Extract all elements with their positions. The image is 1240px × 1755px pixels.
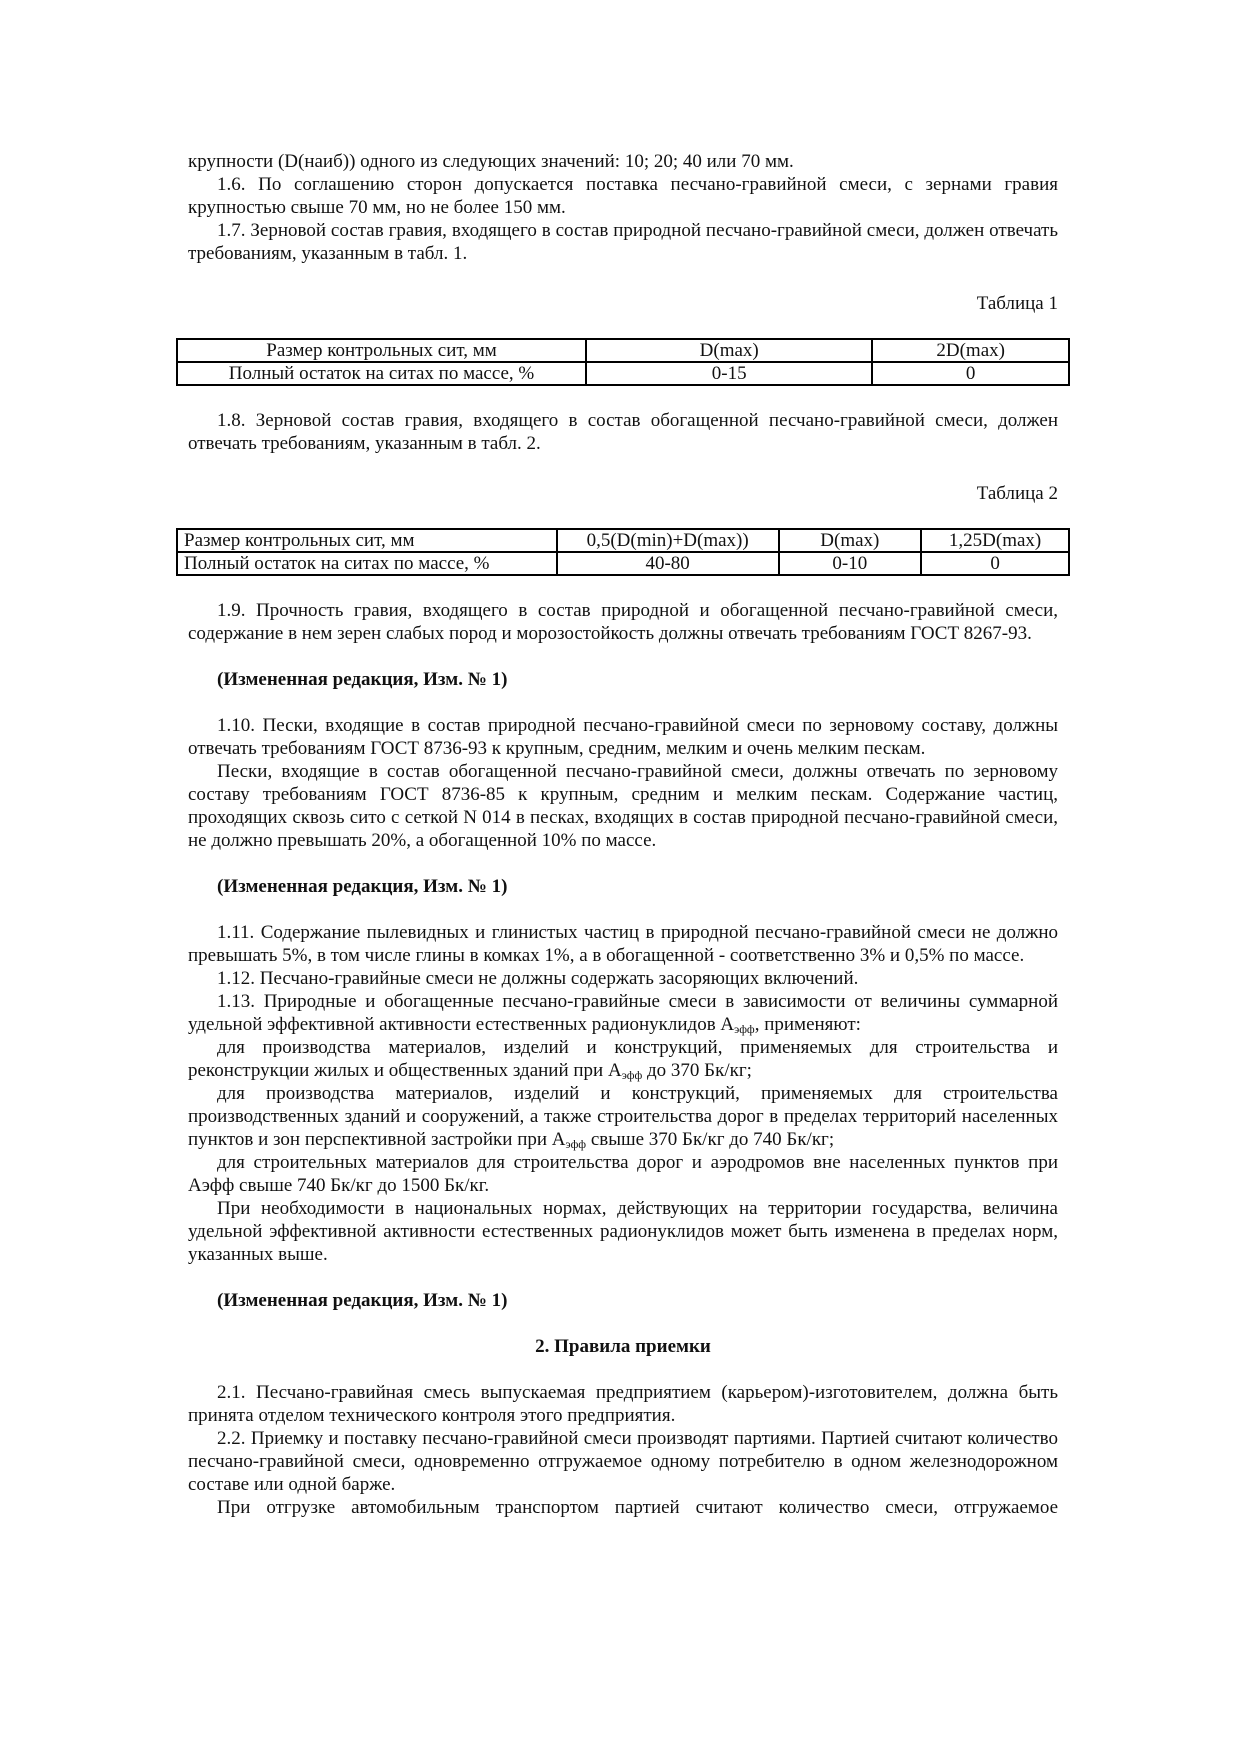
text-run: до 370 Бк/кг; (642, 1060, 752, 1081)
list-item-residential (188, 1036, 1058, 1082)
table2 (176, 528, 1070, 576)
table-cell: Размер контрольных сит, мм (177, 529, 557, 552)
text-run: свыше 370 Бк/кг до 740 Бк/кг; (586, 1129, 835, 1150)
table-cell: 2D(max) (872, 339, 1069, 362)
paragraph-1-10: 1.10. Пески, входящие в состав природной песчано-гравийной смеси по зерновому составу, должны отвечать требованиям ГОСТ 8736-93 к крупным, средним, мелким и очень мелким пескам. (188, 715, 1058, 759)
subscript-eff: эфф (621, 1068, 643, 1082)
document-page (184, 150, 1058, 1519)
amendment-note: (Измененная редакция, Изм. № 1) (217, 1290, 508, 1311)
paragraph-1-7: 1.7. Зерновой состав гравия, входящего в состав природной песчано-гравийной смеси, должен отвечать требованиям, указанным в табл. 1. (188, 220, 1058, 264)
paragraph-2-1: 2.1. Песчано-гравийная смесь выпускаемая предприятием (карьером)-изготовителем, должна быть принята отделом технического контроля этого предприятия. (188, 1382, 1058, 1426)
table-cell: Полный остаток на ситах по массе, % (177, 552, 557, 575)
table-cell: 0 (921, 552, 1069, 575)
table-cell: Полный остаток на ситах по массе, % (177, 362, 586, 385)
paragraph-1-10-sands: Пески, входящие в состав обогащенной песчано-гравийной смеси, должны отвечать по зерновому составу требованиям ГОСТ 8736-85 к крупным, средним и мелким пескам. Содержание частиц, проходящих сквозь сито с сеткой N 014 в песках, входящих в состав природной песчано-гравийной смеси, не должно превышать 20%, а обогащенной 10% по массе. (188, 761, 1058, 851)
table2-caption: Таблица 2 (976, 483, 1058, 504)
table-cell: 0,5(D(min)+D(max)) (557, 529, 779, 552)
table-row (177, 529, 1069, 552)
list-item-industrial (188, 1082, 1058, 1151)
paragraph-1-8: 1.8. Зерновой состав гравия, входящего в состав обогащенной песчано-гравийной смеси, должен отвечать требованиям, указанным в табл. 2. (188, 410, 1058, 454)
table1-wrapper (188, 338, 1058, 386)
table-cell: 40-80 (557, 552, 779, 575)
paragraph-1-13 (188, 990, 1058, 1036)
list-item-roads: для строительных материалов для строительства дорог и аэродромов вне населенных пунктов при Аэфф свыше 740 Бк/кг до 1500 Бк/кг. (188, 1152, 1058, 1196)
paragraph-national-norms: При необходимости в национальных нормах, действующих на территории государства, величина удельной эффективной активности естественных радионуклидов может быть изменена в пределах норм, указанных выше. (188, 1198, 1058, 1265)
subscript-eff: эфф (734, 1022, 755, 1036)
paragraph-1-6: 1.6. По соглашению сторон допускается поставка песчано-гравийной смеси, с зернами гравия крупностью свыше 70 мм, но не более 150 мм. (188, 174, 1058, 218)
table-cell: 0-15 (586, 362, 872, 385)
table-cell: D(max) (779, 529, 922, 552)
table-cell: D(max) (586, 339, 872, 362)
table-row (177, 339, 1069, 362)
paragraph-2-2: 2.2. Приемку и поставку песчано-гравийной смеси производят партиями. Партией считают количество песчано-гравийной смеси, одновременно отгружаемое одному потребителю в одном железнодорожном составе или одной барже. (188, 1428, 1058, 1495)
text-run: для производства материалов, изделий и конструкций, применяемых для строительства и реконструкции жилых и общественных зданий при A (188, 1037, 1058, 1081)
paragraph-1-11: 1.11. Содержание пылевидных и глинистых частиц в природной песчано-гравийной смеси не должно превышать 5%, в том числе глины в комках 1%, а в обогащенной - соответственно 3% и 0,5% по массе. (188, 922, 1058, 966)
section-2-title: 2. Правила приемки (535, 1336, 711, 1357)
paragraph-1-12: 1.12. Песчано-гравийные смеси не должны содержать засоряющих включений. (217, 968, 859, 989)
table-row (177, 552, 1069, 575)
text-run: для производства материалов, изделий и конструкций, применяемых для строительства производственных зданий и сооружений, а также строительства дорог в пределах территорий населенных пунктов и зон перспективной застройки при A (188, 1083, 1058, 1150)
amendment-note: (Измененная редакция, Изм. № 1) (217, 669, 508, 690)
subscript-eff: эфф (565, 1137, 587, 1151)
table2-wrapper (184, 528, 1058, 576)
paragraph-auto-transport: При отгрузке автомобильным транспортом партией считают количество смеси, отгружаемое (217, 1497, 1058, 1518)
paragraph-lead: крупности (D(наиб)) одного из следующих значений: 10; 20; 40 или 70 мм. (188, 151, 794, 172)
table-row (177, 362, 1069, 385)
amendment-note: (Измененная редакция, Изм. № 1) (217, 876, 508, 897)
table-cell: Размер контрольных сит, мм (177, 339, 586, 362)
table-cell: 0 (872, 362, 1069, 385)
text-run: 1.13. Природные и обогащенные песчано-гравийные смеси в зависимости от величины суммарной удельной эффективной активности естественных радионуклидов A (188, 991, 1058, 1035)
table-cell: 0-10 (779, 552, 922, 575)
table-cell: 1,25D(max) (921, 529, 1069, 552)
table1-caption: Таблица 1 (976, 293, 1058, 314)
text-run: , применяют: (754, 1014, 861, 1035)
table1 (176, 338, 1070, 386)
paragraph-1-9: 1.9. Прочность гравия, входящего в состав природной и обогащенной песчано-гравийной смеси, содержание в нем зерен слабых пород и морозостойкость должны отвечать требованиям ГОСТ 8267-93. (188, 600, 1058, 644)
